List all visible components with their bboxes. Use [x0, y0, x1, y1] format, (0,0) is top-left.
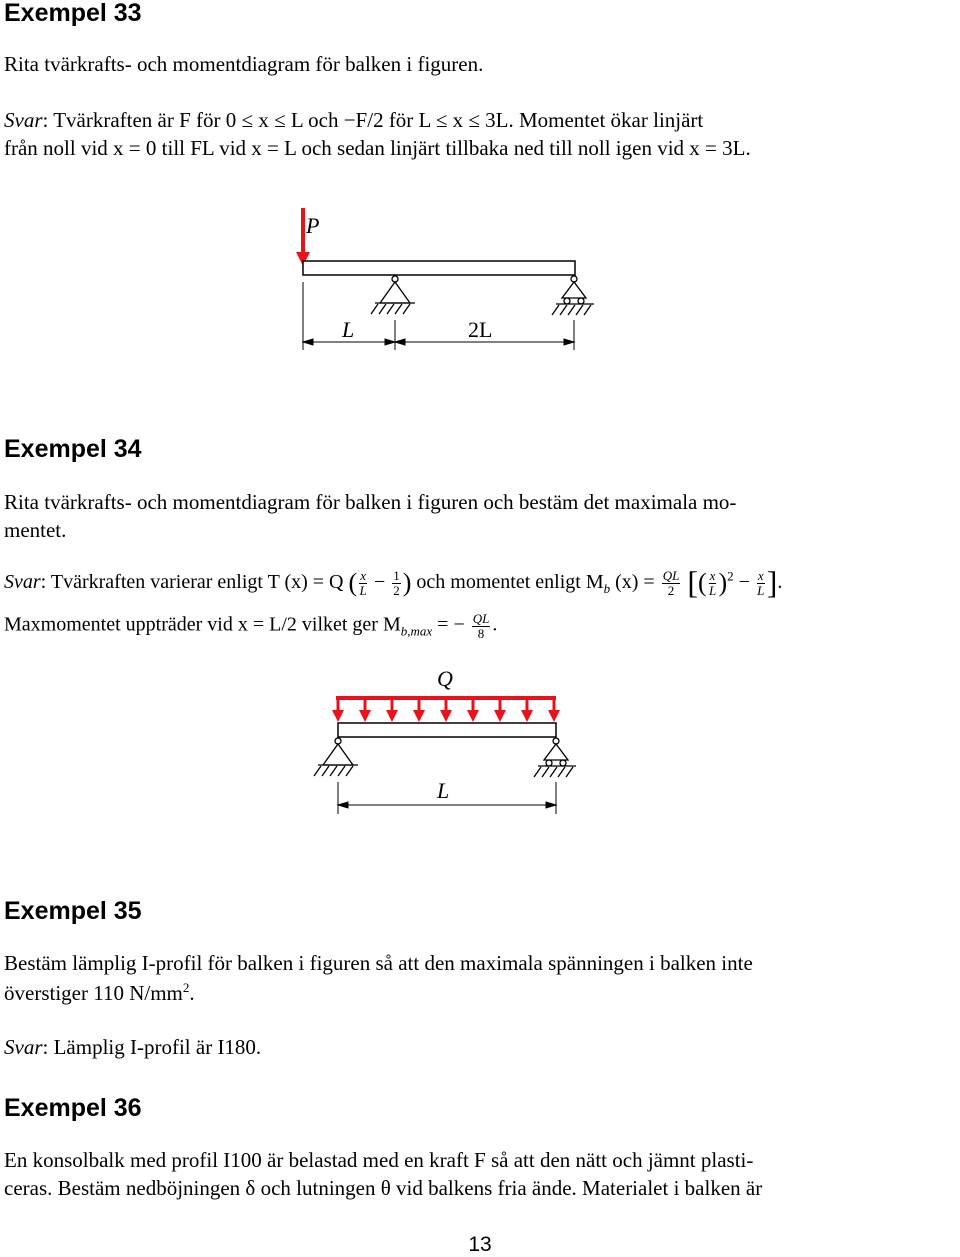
- heading-exempel-35: Exempel 35: [4, 897, 142, 925]
- answer-33-line1: [4, 110, 703, 131]
- heading-exempel-36: Exempel 36: [4, 1094, 142, 1122]
- beam-figure-34: [0, 662, 960, 832]
- page-number: 13: [468, 1233, 492, 1256]
- fraction-x-over-l-2: $\frac{x}{L}$: [708, 568, 717, 598]
- beam-34: [338, 723, 556, 737]
- answer-34-text-a: : Tvärkraften varierar enligt T (x) = Q: [40, 571, 344, 593]
- svar-label: Svar: [4, 108, 43, 132]
- task-text-35-line1: Bestäm lämplig I-profil för balken i figuren så att den maximala spänningen i balken inte: [4, 951, 753, 975]
- fraction-one-half: $\frac{1}{2}$: [393, 568, 400, 598]
- task-text-35-line2: överstiger 110 $N/mm^2$.: [4, 980, 195, 1005]
- task-text-36-line1: En konsolbalk med profil I100 är belastad med en kraft F så att den nätt och jämnt plasti-: [4, 1148, 754, 1172]
- fraction-x-over-l: $\frac{x}{L}$: [359, 568, 367, 598]
- fraction-ql-over-8: $\frac{QL}{8}$: [472, 611, 490, 641]
- load-label-p: P: [306, 213, 320, 238]
- answer-33-line2: från noll vid x = 0 till FL vid x = L och sedan linjärt tillbaka ned till noll igen vid x = 3L.: [4, 136, 751, 160]
- answer-34-text-b: och momentet enligt M: [416, 571, 604, 593]
- pin-support-34: [314, 738, 358, 776]
- task-text-34-line2: mentet.: [4, 518, 67, 542]
- beam-33: [303, 261, 575, 275]
- dim-label-l: L: [342, 317, 355, 342]
- answer-33-text1: : Tvärkraften är F för 0 ≤ x ≤ L och −F/2 för L ≤ x ≤ 3L. Momentet ökar linjärt: [42, 108, 704, 132]
- dim-label-2l: 2L: [468, 317, 493, 342]
- fraction-ql-over-2: $\frac{QL}{2}$: [662, 568, 680, 598]
- svar-label: Svar: [4, 1035, 43, 1059]
- task-text-34-line1: Rita tvärkrafts- och momentdiagram för balken i figuren och bestäm det maximala mo-: [4, 490, 737, 514]
- distributed-load-q: [332, 698, 560, 722]
- heading-exempel-33: Exempel 33: [4, 0, 142, 27]
- answer-34-line2: Maxmomentet uppträder vid x = L/2 vilket ger $M_{b,max}$ = − $\frac{QL}{8}$ .: [4, 611, 498, 641]
- task-text-33: Rita tvärkrafts- och momentdiagram för balken i figuren.: [4, 52, 484, 76]
- pin-support-33: [371, 276, 415, 314]
- answer-35: Svar: Lämplig I-profil är I180.: [4, 1035, 262, 1059]
- svar-label: Svar: [4, 571, 41, 593]
- dim-label-l-34: L: [437, 778, 450, 803]
- fraction-x-over-l-3: $\frac{x}{L}$: [757, 568, 765, 598]
- roller-support-33: [552, 276, 594, 315]
- roller-support-34: [534, 738, 576, 777]
- load-label-q: Q: [437, 666, 453, 691]
- answer-34-text-c: (x) =: [615, 571, 655, 593]
- heading-exempel-34: Exempel 34: [4, 435, 142, 463]
- answer-34-line1: Svar: Tvärkraften varierar enligt T (x) = Q ( $\frac{x}{L}$ − $\frac{1}{2}$ ) och momentet enligt $M_b$ (x) = $\frac{QL}{2}$ [( $\frac{x}{L}$ )$^2$ − $\frac{x}{L}$ ].: [4, 564, 783, 600]
- task-text-36-line2: ceras. Bestäm nedböjningen δ och lutningen θ vid balkens fria ände. Materialet i balken är: [4, 1176, 763, 1200]
